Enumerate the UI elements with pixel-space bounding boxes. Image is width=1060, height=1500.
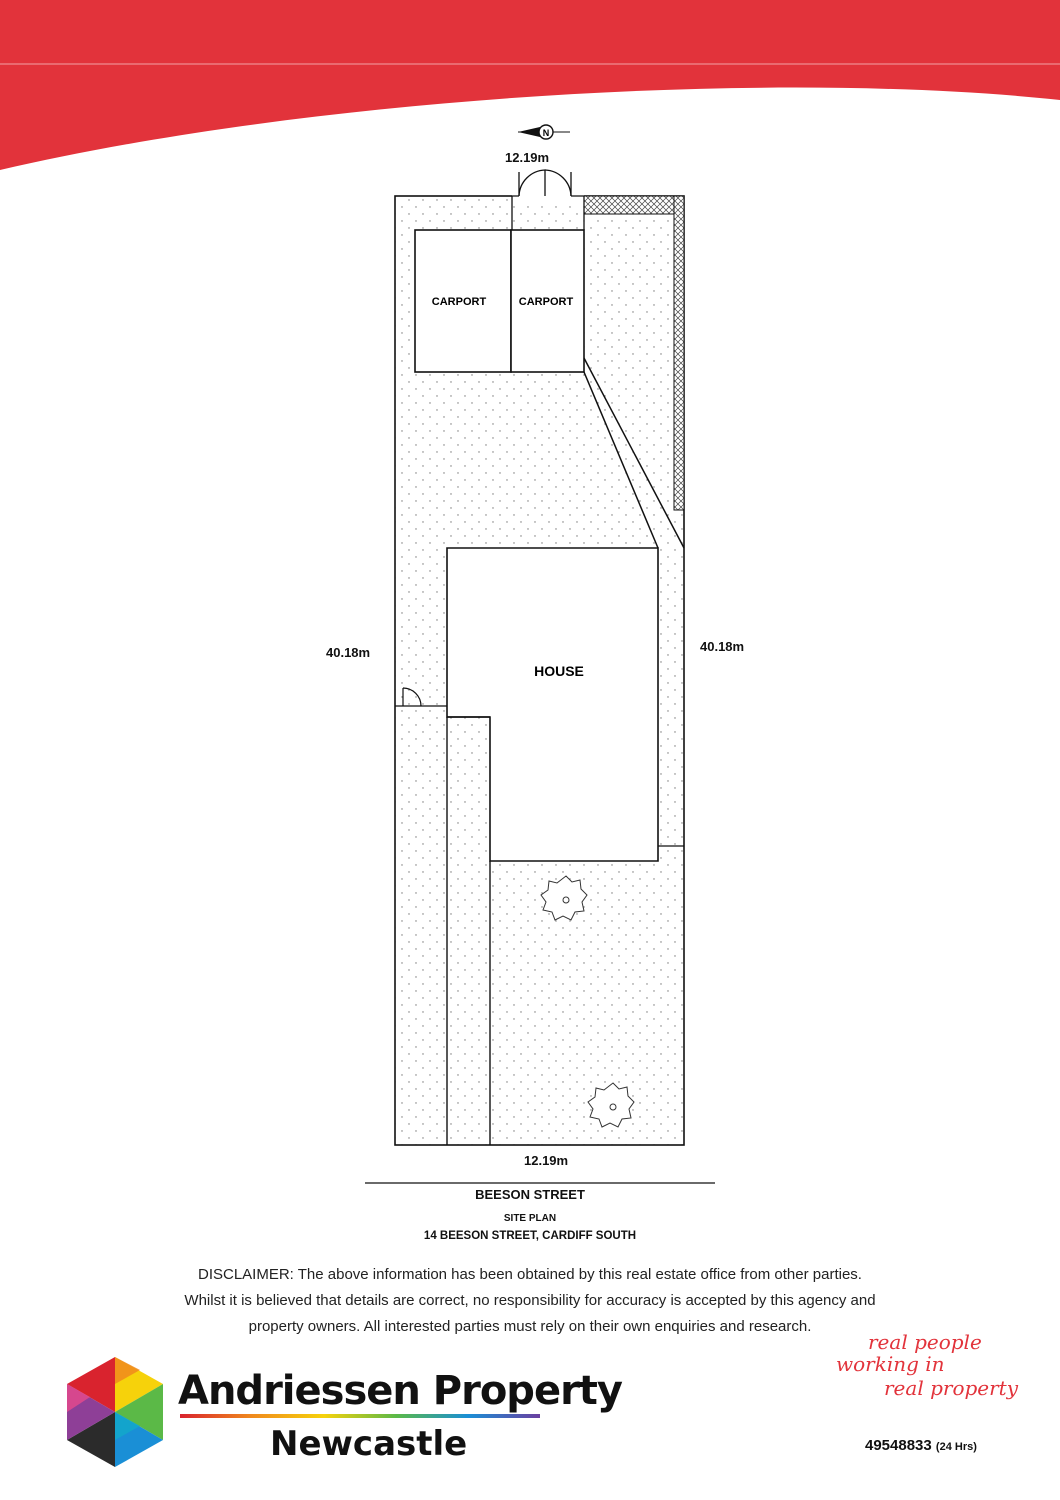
phone-number bbox=[865, 1437, 977, 1454]
compass-label: N bbox=[542, 128, 550, 138]
tagline-line: working in bbox=[836, 1352, 945, 1376]
street-name: BEESON STREET bbox=[475, 1187, 585, 1202]
dimension-left: 40.18m bbox=[326, 645, 371, 660]
fence-strip bbox=[584, 196, 684, 214]
north-arrow-icon bbox=[518, 125, 570, 139]
brand-name: Andriessen Property bbox=[178, 1368, 622, 1414]
tagline-line: real property bbox=[884, 1376, 1019, 1400]
disclaimer-line: DISCLAIMER: The above information has been obtained by this real estate office from other parties. bbox=[198, 1266, 862, 1283]
site-plan-title: SITE PLAN bbox=[503, 1213, 557, 1224]
dimension-bottom: 12.19m bbox=[524, 1153, 569, 1168]
carport-right-label: CARPORT bbox=[518, 296, 574, 308]
carport-left-label: CARPORT bbox=[431, 296, 487, 308]
disclaimer-line: property owners. All interested parties must rely on their own enquiries and research. bbox=[248, 1318, 812, 1335]
property-address: 14 BEESON STREET, CARDIFF SOUTH bbox=[423, 1230, 637, 1242]
house-label: HOUSE bbox=[534, 663, 584, 679]
dimension-right: 40.18m bbox=[700, 639, 745, 654]
phone-value: 49548833 bbox=[865, 1437, 932, 1454]
tagline-line: real people bbox=[868, 1330, 982, 1354]
disclaimer bbox=[120, 1262, 940, 1340]
brand-location: Newcastle bbox=[270, 1424, 468, 1464]
brand-underline bbox=[180, 1414, 540, 1418]
disclaimer-line: Whilst it is believed that details are correct, no responsibility for accuracy is accepted by this agency and bbox=[184, 1292, 876, 1309]
phone-note: (24 Hrs) bbox=[935, 1441, 977, 1453]
brand-logo-icon bbox=[60, 1352, 170, 1472]
dimension-top: 12.19m bbox=[505, 150, 550, 165]
